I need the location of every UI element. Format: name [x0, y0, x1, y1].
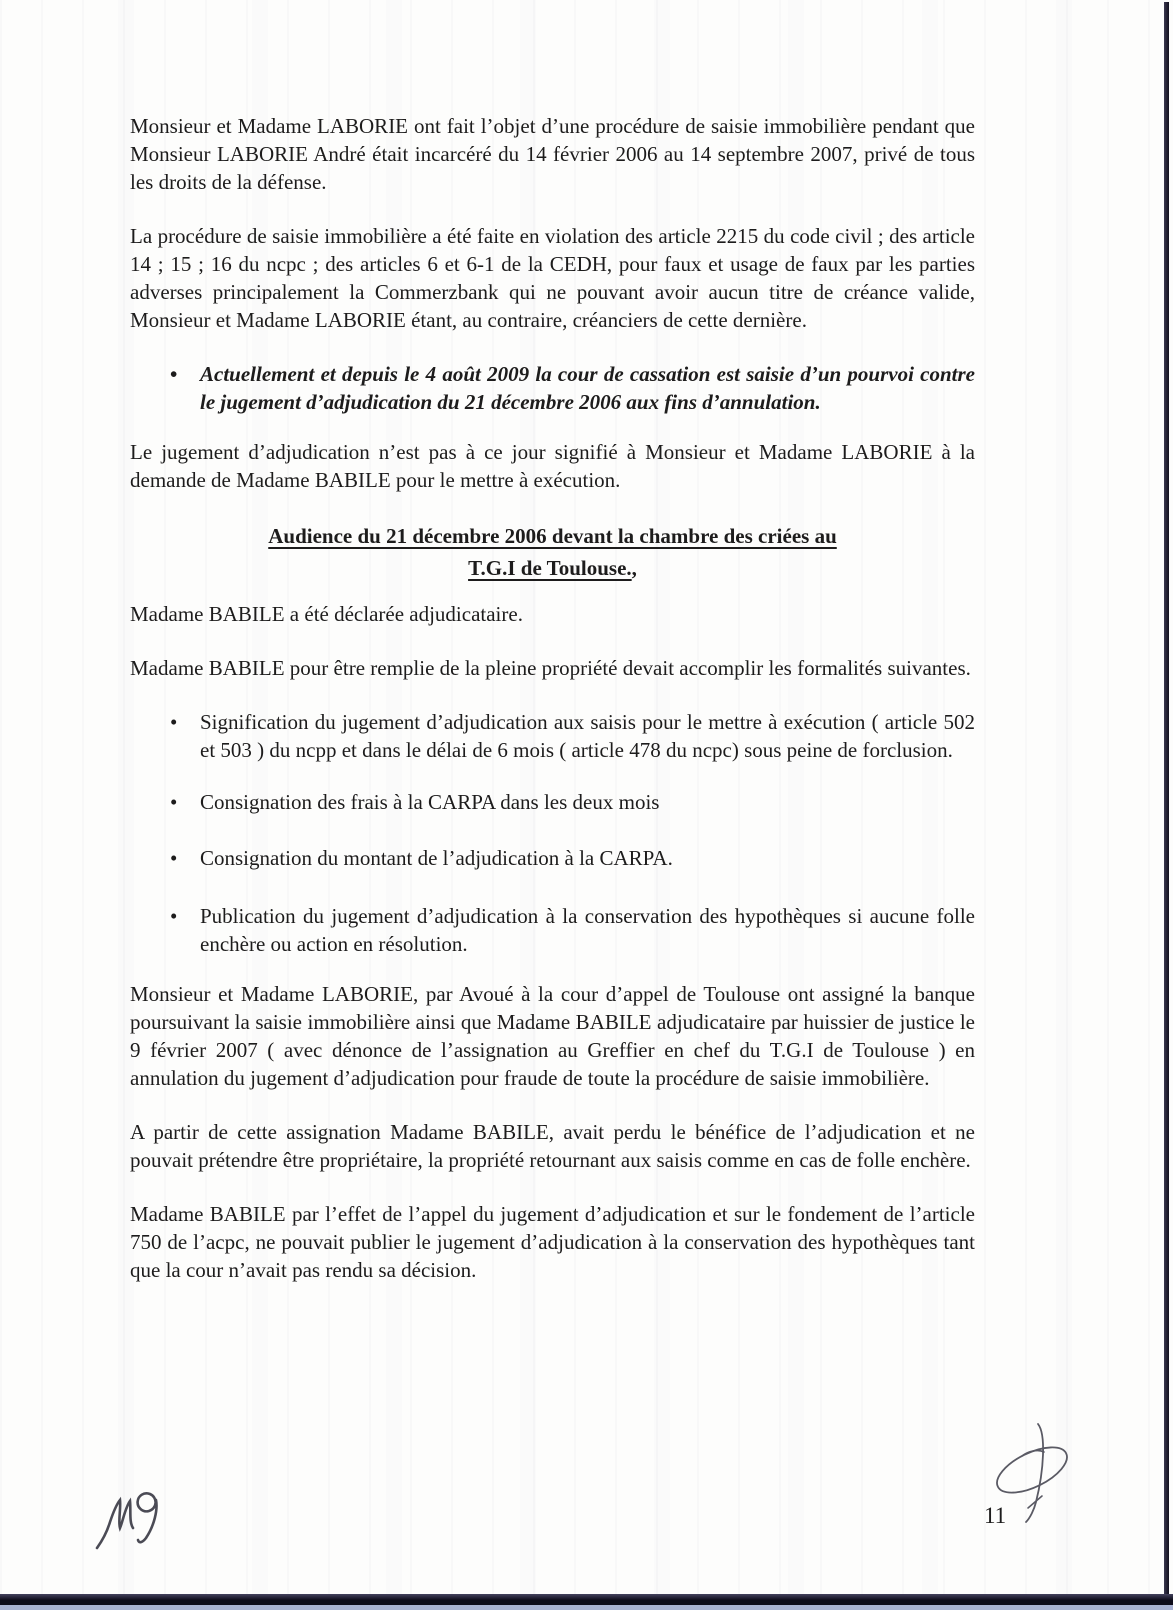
bullet-item-consignation-frais: [170, 788, 975, 816]
paragraph-formalites: Madame BABILE pour être remplie de la pleine propriété devait accomplir les formalités suivantes.: [130, 656, 971, 680]
document-body: [130, 112, 975, 1310]
bullet-item-publication: [170, 902, 975, 958]
paragraph-violation: La procédure de saisie immobilière a été faite en violation des article 2215 du code civil ; des article 14 ; 15 ; 16 du ncpc ; des articles 6 et 6-1 de la CEDH, pour faux et usage de faux par les parties adverses principalement la Commerzbank qui ne pouvant avoir aucun titre de créance valide, Monsieur et Madame LABORIE étant, au contraire, créanciers de cette dernière.: [130, 224, 975, 332]
bullet-text: Signification du jugement d’adjudication aux saisis pour le mettre à exécution ( article 502 et 503 ) du ncpp et dans le délai de 6 mois ( article 478 du ncpc) sous peine de forclusion.: [200, 710, 975, 762]
paragraph-intro: Monsieur et Madame LABORIE ont fait l’objet d’une procédure de saisie immobilière pendant que Monsieur LABORIE André était incarcéré du 14 février 2006 au 14 septembre 2007, privé de tous les droits de la défense.: [130, 114, 975, 194]
paragraph-publication-hypotheques: Madame BABILE par l’effet de l’appel du jugement d’adjudication et sur le fondement de l’article 750 de l’acpc, ne pouvait publier le jugement d’adjudication à la conservation des hypothèques tant que la cour n’avait pas rendu sa décision.: [130, 1202, 975, 1282]
scan-edge-bottom: [0, 1594, 1173, 1605]
paragraph-signification: Le jugement d’adjudication n’est pas à ce jour signifié à Monsieur et Madame LABORIE à la demande de Madame BABILE pour le mettre à exécution.: [130, 440, 975, 492]
paragraph-adjudicataire: Madame BABILE a été déclarée adjudicataire.: [130, 602, 523, 626]
bullet-dot-icon: •: [170, 904, 178, 928]
bullet-item-consignation-montant: [170, 844, 975, 872]
bullet-dot-icon: •: [170, 362, 178, 386]
heading-trailing-comma: ,: [631, 556, 637, 580]
scan-edge-bottom-light: [0, 1605, 1173, 1610]
paragraph-benefice: A partir de cette assignation Madame BABILE, avait perdu le bénéfice de l’adjudication et ne pouvait prétendre être propriétaire, la propriété retournant aux saisis comme en cas de folle enchère.: [130, 1120, 975, 1172]
scan-edge-right: [1164, 2, 1169, 1598]
bullet-dot-icon: •: [170, 710, 178, 734]
paragraph-assignation: Monsieur et Madame LABORIE, par Avoué à la cour d’appel de Toulouse ont assigné la banque poursuivant la saisie immobilière ainsi que Madame BABILE adjudicataire par huissier de justice le 9 février 2007 ( avec dénonce de l’assignation au Greffier en chef du T.G.I de Toulouse ) en annulation du jugement d’adjudication pour fraude de toute la procédure de saisie immobilière.: [130, 982, 975, 1090]
bullet-dot-icon: •: [170, 790, 178, 814]
heading-line-1: Audience du 21 décembre 2006 devant la chambre des criées au: [268, 524, 837, 548]
callout-text: Actuellement et depuis le 4 août 2009 la cour de cassation est saisie d’un pourvoi contre le jugement d’adjudication du 21 décembre 2006 aux fins d’annulation.: [200, 362, 975, 414]
heading-line-2: T.G.I de Toulouse.: [468, 556, 632, 580]
bullet-item-signification: [170, 708, 975, 764]
section-heading: [130, 520, 975, 584]
callout-bullet: [170, 360, 975, 416]
bullet-text: Consignation des frais à la CARPA dans les deux mois: [200, 790, 660, 814]
bullet-dot-icon: •: [170, 846, 178, 870]
bullet-text: Consignation du montant de l’adjudication à la CARPA.: [200, 846, 673, 870]
bullet-text: Publication du jugement d’adjudication à la conservation des hypothèques si aucune folle enchère ou action en résolution.: [200, 904, 975, 956]
page-number: 11: [984, 1503, 1007, 1528]
handwritten-mark-icon: [92, 1478, 170, 1558]
